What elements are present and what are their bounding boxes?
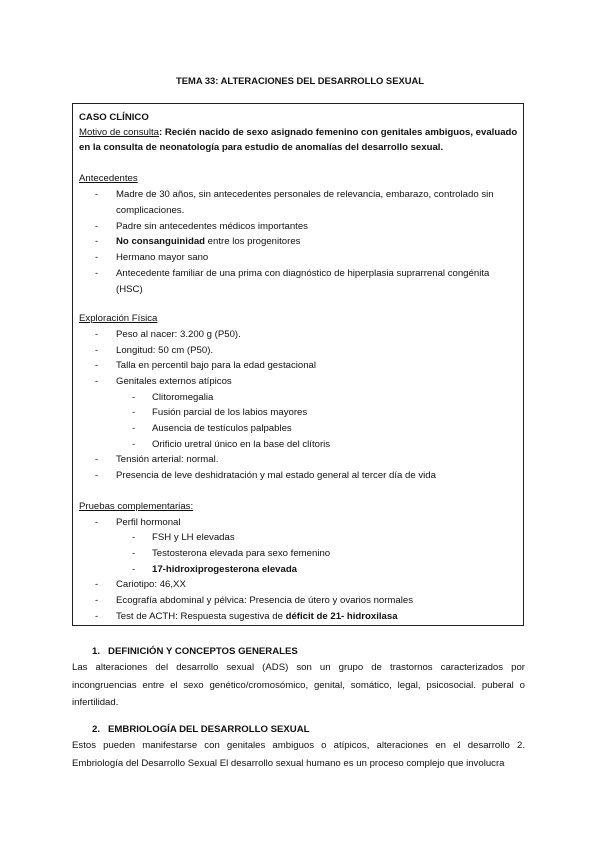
exploracion-subitem: Ausencia de testículos palpables (152, 423, 292, 434)
consanguinidad-bold: No consanguinidad (116, 236, 206, 247)
exploracion-item: Peso al nacer: 3.200 g (P50). (116, 329, 241, 340)
bullet-dash: - (95, 329, 99, 340)
antecedente-item (116, 236, 300, 248)
exploracion-item: Talla en percentil bajo para la edad gestacional (116, 360, 317, 371)
consanguinidad-rest: entre los progenitores (205, 236, 301, 247)
prueba-subitem: FSH y LH elevadas (152, 532, 235, 543)
motivo-text-2: en la consulta de neonatología para estudio de anomalías del desarrollo sexual. (79, 142, 444, 153)
prueba-subitem: Testosterona elevada para sexo femenino (152, 548, 331, 559)
bullet-dash: - (132, 532, 136, 543)
bullet-dash: - (95, 454, 99, 465)
prueba-subitem: 17-hidroxiprogesterona elevada (152, 564, 298, 575)
bullet-dash: - (95, 221, 99, 232)
section-1-paragraph (72, 659, 525, 712)
document-title: TEMA 33: ALTERACIONES DEL DESARROLLO SEXUAL (176, 75, 424, 86)
prueba-item (116, 611, 398, 623)
motivo-line (79, 127, 517, 139)
case-heading: CASO CLÍNICO (79, 112, 149, 123)
prueba-item: Cariotipo: 46,XX (116, 579, 186, 590)
bullet-dash: - (132, 407, 136, 418)
bullet-dash: - (95, 376, 99, 387)
antecedente-item-cont: (HSC) (116, 284, 143, 295)
section-1-number: 1. (92, 646, 101, 657)
bullet-dash: - (132, 392, 136, 403)
antecedente-item-cont: complicaciones. (116, 205, 185, 216)
antecedente-item: Padre sin antecedentes médicos importantes (116, 221, 308, 232)
section-2-heading (92, 724, 310, 735)
pruebas-label: Pruebas complementarias: (79, 501, 194, 512)
exploracion-subitem: Fusión parcial de los labios mayores (152, 407, 308, 418)
section-2-text: Estos pueden manifestarse con genitales ambiguos o atípicos, alteraciones en el desarrollo 2. Embriología del Desarrollo Sexual El desarrollo sexual humano es un proceso complejo que involucra (72, 740, 525, 769)
motivo-text: : Recién nacido de sexo asignado femenino con genitales ambiguos, evaluado (159, 127, 518, 138)
bullet-dash: - (132, 439, 136, 450)
bullet-dash: - (132, 548, 136, 559)
bullet-dash: - (95, 236, 99, 247)
exploracion-item: Longitud: 50 cm (P50). (116, 345, 214, 356)
exploracion-subitem: Clitoromegalia (152, 392, 214, 403)
clinical-case-box (72, 103, 524, 626)
section-1-heading (92, 646, 298, 657)
bullet-dash: - (95, 595, 99, 606)
bullet-dash: - (132, 564, 136, 575)
bullet-dash: - (95, 268, 99, 279)
bullet-dash: - (95, 189, 99, 200)
bullet-dash: - (95, 517, 99, 528)
exploracion-label: Exploración Física (79, 313, 158, 324)
exploracion-item: Tensión arterial: normal. (116, 454, 219, 465)
motivo-label: Motivo de consulta (79, 127, 159, 138)
exploracion-subitem: Orificio uretral único en la base del clítoris (152, 439, 331, 450)
antecedente-item: Antecedente familiar de una prima con diagnóstico de hiperplasia suprarrenal congénita (116, 268, 490, 279)
bullet-dash: - (95, 345, 99, 356)
exploracion-item: Genitales externos atípicos (116, 376, 232, 387)
bullet-dash: - (95, 611, 99, 622)
section-2-title: EMBRIOLOGÍA DEL DESARROLLO SEXUAL (108, 724, 310, 735)
section-2-number: 2. (92, 724, 101, 735)
bullet-dash: - (95, 360, 99, 371)
section-2-paragraph (72, 737, 525, 772)
bullet-dash: - (132, 423, 136, 434)
prueba-item: Perfil hormonal (116, 517, 181, 528)
antecedente-item: Hermano mayor sano (116, 252, 209, 263)
acth-text: Test de ACTH: Respuesta sugestiva de (116, 611, 286, 622)
prueba-item: Ecografía abdominal y pélvica: Presencia de útero y ovarios normales (116, 595, 414, 606)
exploracion-item: Presencia de leve deshidratación y mal estado general al tercer día de vida (116, 470, 436, 481)
acth-bold: déficit de 21- hidroxilasa (285, 611, 398, 622)
section-1-title: DEFINICIÓN Y CONCEPTOS GENERALES (108, 646, 298, 657)
antecedente-item: Madre de 30 años, sin antecedentes personales de relevancia, embarazo, controlado sin (116, 189, 494, 200)
bullet-dash: - (95, 470, 99, 481)
antecedentes-label: Antecedentes (79, 173, 138, 184)
bullet-dash: - (95, 579, 99, 590)
section-1-text: Las alteraciones del desarrollo sexual (ADS) son un grupo de trastornos caracterizados por incongruencias entre el sexo genético/cromosómico, genital, somático, legal, psicosocial. puberal o infertilidad. (72, 662, 525, 708)
bullet-dash: - (95, 252, 99, 263)
